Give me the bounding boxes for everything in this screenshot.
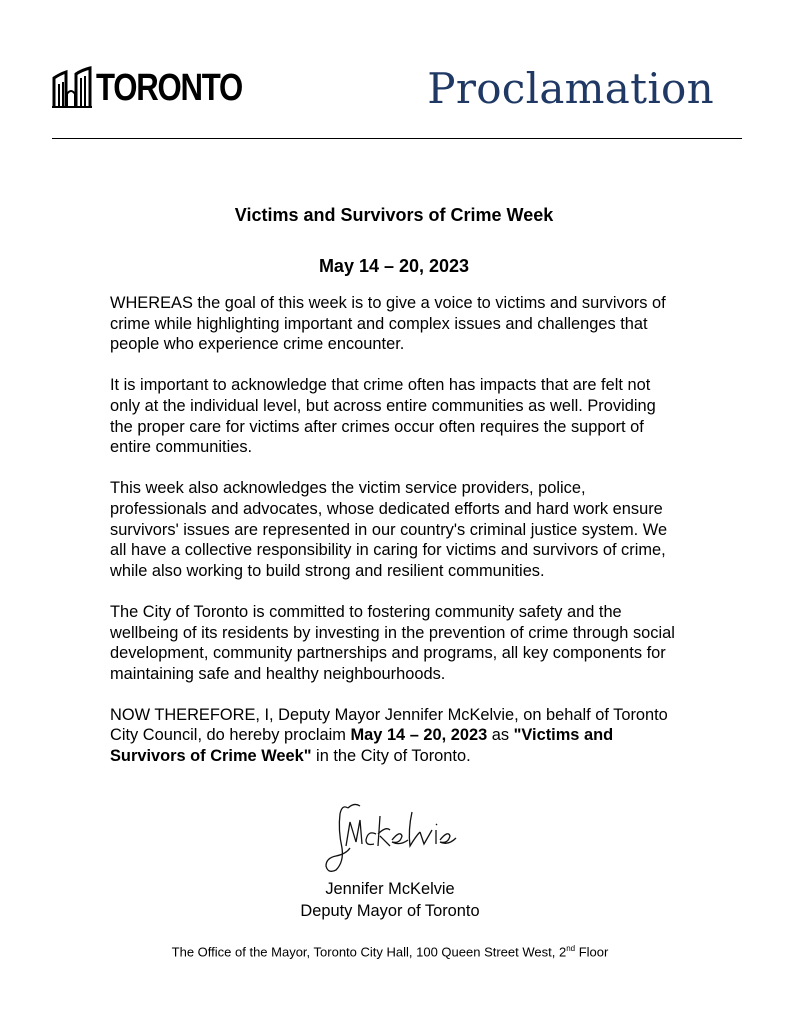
paragraph-proclamation [110, 705, 680, 767]
letterhead [52, 52, 742, 139]
footer-superscript: nd [566, 944, 576, 953]
signer-title: Deputy Mayor of Toronto [300, 902, 480, 920]
footer-suffix: Floor [575, 944, 609, 960]
paragraph-acknowledgement: This week also acknowledges the victim service providers, police, professionals and advocates, whose dedicated efforts and hard work ensure survivors' issues are represented in our country's criminal justice system. We all have a collective responsibility in caring for victims and survivors of crime, while also working to build strong and resilient communities. [110, 479, 668, 580]
signer-name: Jennifer McKelvie [325, 880, 455, 898]
paragraph-impacts: It is important to acknowledge that crime often has impacts that are felt not only at the individual level, but across entire communities as well. Providing the proper care for victims after crimes occur often requires the support of entire communities. [110, 376, 656, 457]
proclamation-body [110, 293, 680, 787]
closing-text-1: NOW THEREFORE, I, Deputy Mayor Jennifer McKelvie, on behalf of Toronto City Council, do hereby proclaim [110, 705, 668, 745]
toronto-logo [52, 56, 274, 108]
signature-image [320, 800, 460, 875]
paragraph-whereas: WHEREAS the goal of this week is to give a voice to victims and survivors of crime while highlighting important and complex issues and challenges that people who experience crime encounter. [110, 294, 666, 354]
footer-text: The Office of the Mayor, Toronto City Hall, 100 Queen Street West, 2 [171, 944, 567, 960]
city-hall-icon [52, 64, 92, 108]
document-type-heading: Proclamation [427, 64, 714, 113]
closing-date: May 14 – 20, 2023 [350, 726, 488, 745]
closing-week-name: "Victims and Survivors of Crime Week" [110, 726, 614, 766]
closing-text-2: as [487, 726, 514, 745]
proclamation-date: May 14 – 20, 2023 [318, 256, 470, 276]
logo-wordmark: TORONTO [96, 67, 243, 109]
proclamation-title: Victims and Survivors of Crime Week [234, 205, 554, 225]
office-address-footer [0, 944, 780, 959]
paragraph-commitment: The City of Toronto is committed to fostering community safety and the wellbeing of its residents by investing in the prevention of crime through social development, community partnerships and programs, all key components for maintaining safe and healthy neighbourhoods. [110, 602, 675, 683]
closing-text-3: in the City of Toronto. [311, 747, 471, 766]
